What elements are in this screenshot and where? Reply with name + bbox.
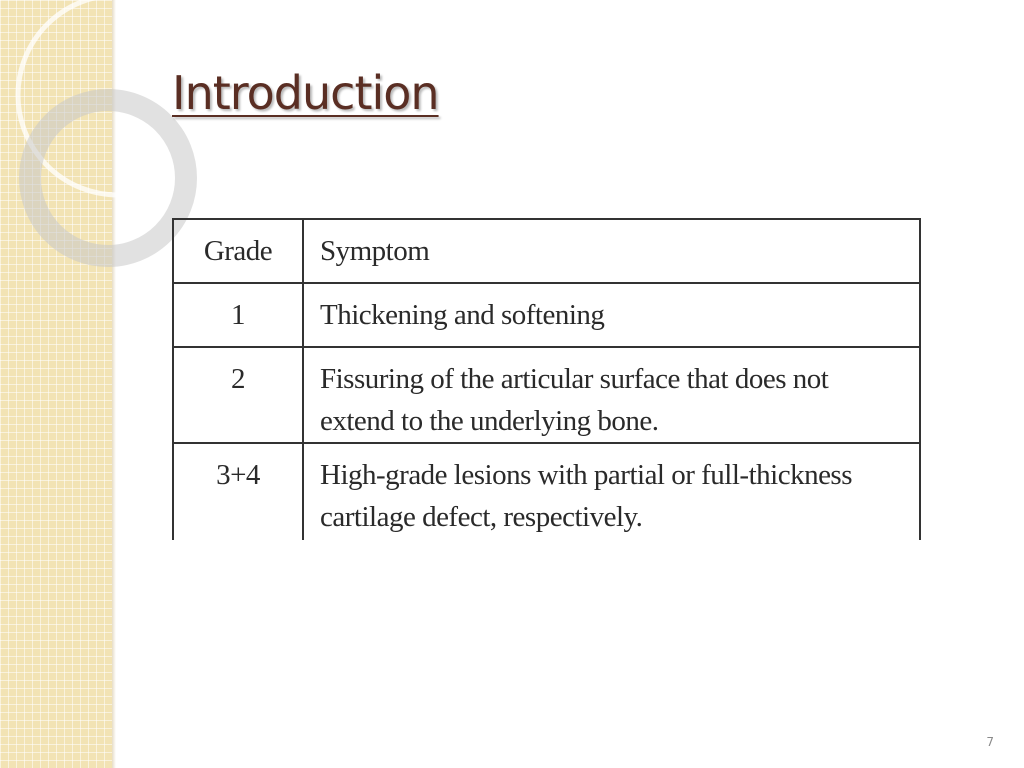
table-row [173, 283, 920, 347]
grade-cell: 1 [173, 283, 303, 347]
table-header-row [173, 219, 920, 283]
grade-symptom-table [172, 218, 921, 540]
page-number: 7 [986, 735, 994, 749]
table-row [173, 347, 920, 443]
table-row [173, 443, 920, 540]
decorative-circle-small [30, 100, 186, 256]
header-grade-cell: Grade [173, 219, 303, 283]
header-symptom-cell: Symptom [303, 219, 920, 283]
symptom-cell: Fissuring of the articular surface that does not extend to the underlying bone. [303, 347, 920, 443]
decorative-circles [0, 0, 200, 260]
grade-cell: 2 [173, 347, 303, 443]
grade-cell: 3+4 [173, 443, 303, 540]
slide-title: Introduction [172, 66, 439, 120]
symptom-cell: Thickening and softening [303, 283, 920, 347]
symptom-cell: High-grade lesions with partial or full-thickness cartilage defect, respectively. [303, 443, 920, 540]
